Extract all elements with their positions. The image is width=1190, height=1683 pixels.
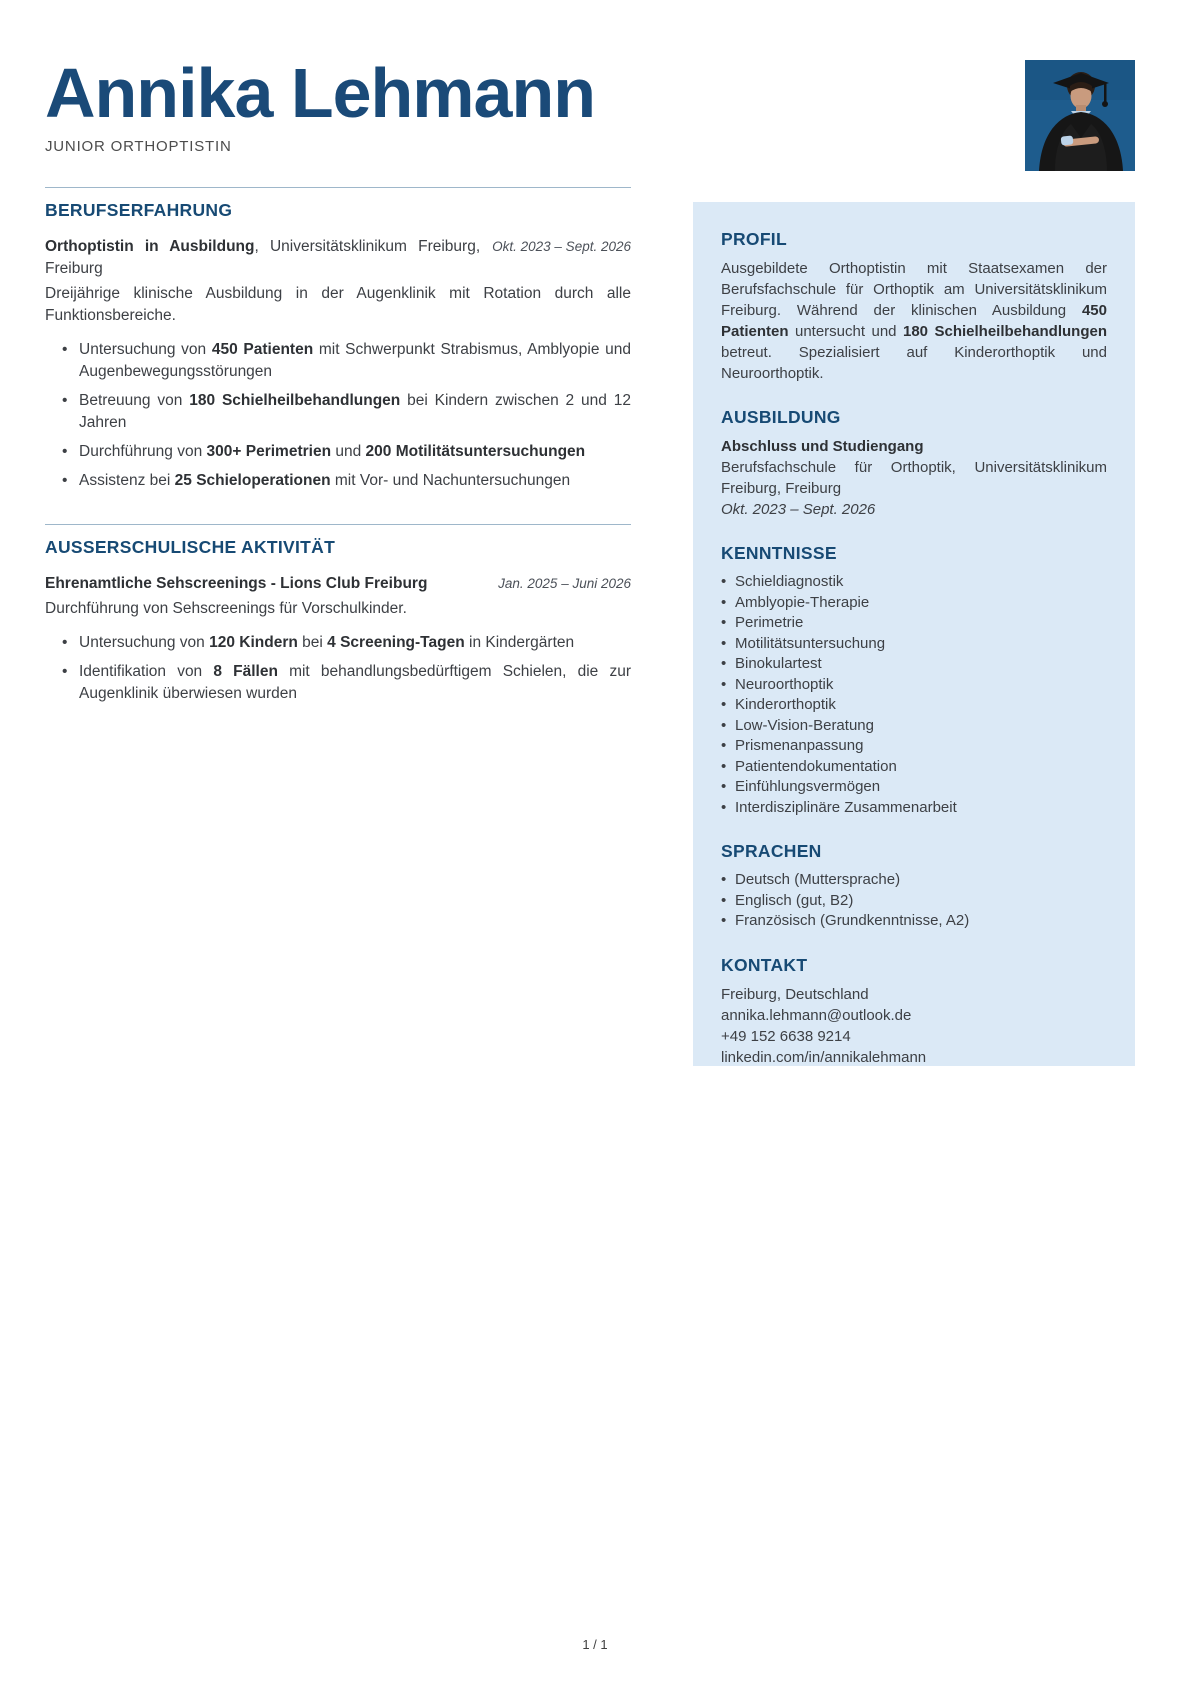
sidebar-heading-sprachen: SPRACHEN	[721, 841, 822, 861]
header	[45, 54, 945, 155]
experience-bullet-item: • Durchführung von 300+ Perimetrien und 200 Motilitätsuntersuchungen	[62, 441, 631, 463]
contact-line: +49 152 6638 9214	[721, 1027, 851, 1045]
candidate-name: Annika Lehmann	[45, 54, 595, 132]
skill-item: • Neuroorthoptik	[721, 675, 1107, 696]
skill-item: • Patientendokumentation	[721, 757, 1107, 778]
section-kontakt	[721, 955, 1107, 1068]
section-heading-aktivitaet: AUSSERSCHULISCHE AKTIVITÄT	[45, 524, 631, 558]
activity-bullet-list	[62, 632, 631, 705]
main-column	[45, 187, 631, 712]
activity-date-range: Jan. 2025 – Juni 2026	[498, 576, 631, 591]
experience-bullet-list	[62, 339, 631, 492]
section-berufserfahrung	[45, 187, 631, 492]
activity-entry-header	[45, 573, 631, 595]
experience-bullet-item: • Assistenz bei 25 Schieloperationen mit Vor- und Nachuntersuchungen	[62, 470, 631, 492]
section-ausserschulische-aktivitaet	[45, 524, 631, 705]
activity-summary: Durchführung von Sehscreenings für Vorschulkinder.	[45, 600, 407, 617]
profil-text: Ausgebildete Orthoptistin mit Staatsexamen der Berufsfachschule für Orthoptik am Universitätsklinikum Freiburg. Während der klinischen Ausbildung 450 Patienten untersucht und 180 Schielheilbehandlungen betreut. Spezialisiert auf Kinderorthoptik und Neuroorthoptik.	[721, 260, 1107, 382]
sidebar-heading-ausbildung: AUSBILDUNG	[721, 407, 841, 427]
section-profil	[721, 229, 1107, 384]
page-number: 1 / 1	[582, 1637, 608, 1652]
candidate-job-title: JUNIOR ORTHOPTISTIN	[45, 138, 232, 155]
profile-photo	[1025, 60, 1135, 171]
languages-list	[721, 870, 1107, 932]
sidebar-heading-kenntnisse: KENNTNISSE	[721, 543, 837, 563]
language-item: • Englisch (gut, B2)	[721, 891, 1107, 912]
skill-item: • Amblyopie-Therapie	[721, 593, 1107, 614]
skill-item: • Interdisziplinäre Zusammenarbeit	[721, 798, 1107, 819]
skill-item: • Motilitätsuntersuchung	[721, 634, 1107, 655]
skill-item: • Kinderorthoptik	[721, 695, 1107, 716]
activity-bullet-item: • Identifikation von 8 Fällen mit behandlungsbedürftigem Schielen, die zur Augenklinik überwiesen wurden	[62, 661, 631, 705]
sidebar-heading-profil: PROFIL	[721, 229, 787, 249]
experience-role: Orthoptistin in Ausbildung	[45, 238, 255, 255]
experience-employer: , Universitätsklinikum Freiburg, Freiburg	[45, 238, 481, 277]
skill-item: • Low-Vision-Beratung	[721, 716, 1107, 737]
contact-lines	[721, 984, 1107, 1068]
graduate-portrait-illustration	[1025, 60, 1135, 171]
experience-entry-title	[45, 236, 480, 280]
education-date-range: Okt. 2023 – Sept. 2026	[721, 501, 876, 518]
contact-line: linkedin.com/in/annikalehmann	[721, 1048, 927, 1066]
skill-item: • Binokulartest	[721, 654, 1107, 675]
language-item: • Französisch (Grundkenntnisse, A2)	[721, 911, 1107, 932]
contact-line: Freiburg, Deutschland	[721, 985, 869, 1003]
section-kenntnisse	[721, 543, 1107, 818]
section-sprachen	[721, 841, 1107, 932]
activity-entry-title	[45, 573, 427, 595]
section-ausbildung	[721, 407, 1107, 520]
contact-line: annika.lehmann@outlook.de	[721, 1006, 912, 1024]
activity-bullet-item: • Untersuchung von 120 Kindern bei 4 Screening-Tagen in Kindergärten	[62, 632, 631, 654]
experience-summary: Dreijährige klinische Ausbildung in der Augenklinik mit Rotation durch alle Funktionsbereiche.	[45, 285, 631, 324]
sidebar-panel	[693, 202, 1135, 1066]
experience-bullet-item: • Betreuung von 180 Schielheilbehandlungen bei Kindern zwischen 2 und 12 Jahren	[62, 390, 631, 434]
activity-role: Ehrenamtliche Sehscreenings - Lions Club Freiburg	[45, 575, 428, 592]
experience-entry-header	[45, 236, 631, 280]
skill-item: • Einfühlungsvermögen	[721, 777, 1107, 798]
language-item: • Deutsch (Muttersprache)	[721, 870, 1107, 891]
skills-list	[721, 572, 1107, 818]
section-heading-berufserfahrung: BERUFSERFAHRUNG	[45, 187, 631, 221]
education-degree: Abschluss und Studiengang	[721, 438, 924, 455]
experience-bullet-item: • Untersuchung von 450 Patienten mit Schwerpunkt Strabismus, Amblyopie und Augenbewegungsstörungen	[62, 339, 631, 383]
education-school: Berufsfachschule für Orthoptik, Universitätsklinikum Freiburg, Freiburg	[721, 459, 1107, 497]
skill-item: • Perimetrie	[721, 613, 1107, 634]
skill-item: • Prismenanpassung	[721, 736, 1107, 757]
experience-date-range: Okt. 2023 – Sept. 2026	[492, 239, 631, 254]
skill-item: • Schieldiagnostik	[721, 572, 1107, 593]
sidebar-heading-kontakt: KONTAKT	[721, 954, 808, 975]
